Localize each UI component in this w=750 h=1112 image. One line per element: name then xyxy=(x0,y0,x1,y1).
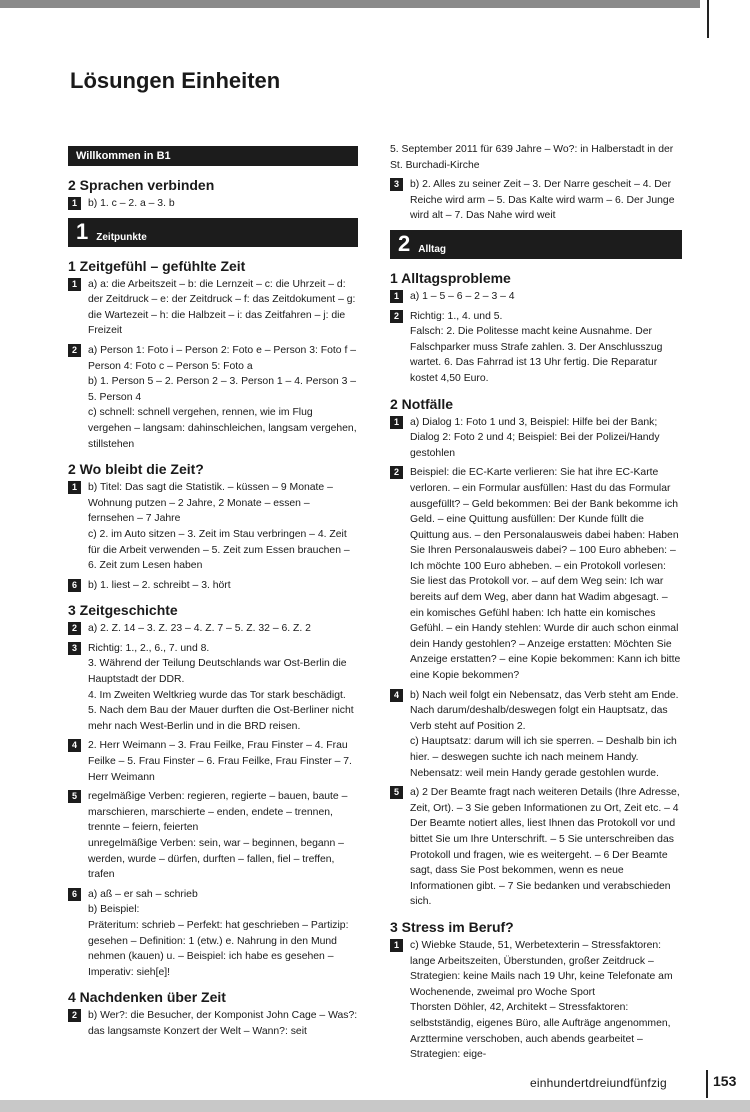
exercise-item xyxy=(68,887,358,981)
section xyxy=(390,269,682,387)
exercise-list xyxy=(390,177,682,224)
bottom-bar xyxy=(0,1100,750,1112)
exercise-number-badge: 5 xyxy=(390,786,403,799)
section xyxy=(68,988,358,1039)
exercise-answer: a) 2 Der Beamte fragt nach weiteren Details (Ihre Adresse, Zeit, Ort). – 3 Sie geben Informationen zu Ort, Zeit etc. – 4 Der Beamte notiert alles, liest Ihnen das Protokoll vor und bittet Sie um Ihre Unterschrift. – 5 Sie unterschreiben das Protokoll und fragen, wie es weitergeht. – 6 Der Beamte sagt, dass Sie Post bekommen, wenn es neue Informationen gibt. – 7 Sie bedanken und verabschieden sich. xyxy=(410,787,680,908)
exercise-answer: Richtig: 1., 2., 6., 7. und 8. 3. Während der Teilung Deutschlands war Ost-Berlin die Hauptstadt der DDR. 4. Im Zweiten Weltkrieg wurde das Tor stark beschädigt. 5. Nach dem Bau der Mauer durften die Ost-Berliner nicht mehr nach West-Berlin und in die BRD reisen. xyxy=(88,642,354,732)
section-heading: 2 Wo bleibt die Zeit? xyxy=(68,461,204,478)
exercise-answer: 2. Herr Weimann – 3. Frau Feilke, Frau Finster – 4. Frau Feilke – 5. Frau Finster – 6. Frau Feilke, Frau Finster – 7. Herr Weimann xyxy=(88,740,352,783)
exercise-number-badge: 5 xyxy=(68,790,81,803)
unit-number: 2 xyxy=(398,230,411,256)
exercise-answer: a) a: die Arbeitszeit – b: die Lernzeit – c: die Uhrzeit – d: der Zeitdruck – e: der Zeitdruck – f: das Zeitdokument – g: die Wartezeit – h: die Halbzeit – i: das Zeitfahren – j: die Freizeit xyxy=(88,278,356,337)
exercise-item xyxy=(390,309,682,387)
section-heading: 4 Nachdenken über Zeit xyxy=(68,989,226,1006)
exercise-item xyxy=(68,1008,358,1039)
exercise-number-badge: 1 xyxy=(68,278,81,291)
footer-divider xyxy=(706,1070,708,1098)
exercise-number-badge: 2 xyxy=(68,344,81,357)
section xyxy=(68,601,358,980)
top-bar-divider xyxy=(707,0,709,38)
exercise-answer: a) Dialog 1: Foto 1 und 3, Beispiel: Hilfe bei der Bank; Dialog 2: Foto 2 und 4; Beispiel: Bei der Polizei/Handy gestohlen xyxy=(410,416,660,459)
exercise-answer: Beispiel: die EC-Karte verlieren: Sie hat ihre EC-Karte verloren. – ein Formular ausfüllen: Hast du das Formular ausgefüllt? – Geld bekommen: Bei der Bank bekomme ich Geld. – eine Quittung ausfüllen: Der Kunde füllt die Quittung aus. – den Personalausweis dabei haben: Haben Sie Ihren Personalausweis dabei? – 100 Euro abheben: – Ich möchte 100 Euro abheben. – ein Protokoll vorlesen: Sie liest das Protokoll vor. – auf dem Weg sein: Ich war bereits auf dem Weg, aber dann hat Wadim abgesagt. – ein komisches Gefühl haben: Ich hatte ein komisches Gefühl. – ein Handy stehlen: Wurde dir auch schon einmal dein Handy gestohlen? – Anzeige erstatten: Möchten Sie Anzeige erstatten? – eine Kopie bekommen: Kann ich bitte eine Kopie bekommen? xyxy=(410,467,681,682)
exercise-number-badge: 1 xyxy=(68,197,81,210)
left-column xyxy=(68,140,358,1044)
section-heading: 1 Alltagsprobleme xyxy=(390,269,511,286)
page-number: 153 xyxy=(713,1073,737,1089)
unit-name: Alltag xyxy=(418,243,447,255)
top-bar xyxy=(0,0,700,8)
exercise-item xyxy=(390,785,682,910)
exercise-number-badge: 4 xyxy=(390,689,403,702)
exercise-number-badge: 4 xyxy=(68,739,81,752)
exercise-item xyxy=(68,641,358,735)
exercise-item xyxy=(68,343,358,452)
exercise-answer: a) 1 – 5 – 6 – 2 – 3 – 4 xyxy=(410,290,515,302)
section-heading: 3 Stress im Beruf? xyxy=(390,918,514,935)
exercise-number-badge: 6 xyxy=(68,888,81,901)
exercise-item xyxy=(68,480,358,574)
section xyxy=(68,176,358,212)
exercise-answer: b) 2. Alles zu seiner Zeit – 3. Der Narre gescheit – 4. Der Reiche wird arm – 5. Das Kalte wird warm – 6. Der Junge wird alt – 7. Das Nahe wird weit xyxy=(410,179,675,222)
exercise-item xyxy=(390,688,682,782)
exercise-item xyxy=(68,789,358,883)
exercise-answer: b) 1. liest – 2. schreibt – 3. hört xyxy=(88,579,231,591)
unit-number: 1 xyxy=(76,218,89,244)
exercise-number-badge: 2 xyxy=(68,622,81,635)
exercise-item xyxy=(390,938,682,1063)
exercise-number-badge: 2 xyxy=(390,310,403,323)
exercise-item xyxy=(390,415,682,462)
exercise-item xyxy=(68,621,358,637)
exercise-item xyxy=(390,177,682,224)
exercise-answer: b) 1. c – 2. a – 3. b xyxy=(88,198,175,209)
section xyxy=(390,918,682,1063)
right-column xyxy=(390,142,682,1067)
exercise-item xyxy=(68,738,358,785)
exercise-answer: b) Nach weil folgt ein Nebensatz, das Verb steht am Ende. Nach darum/deshalb/deswegen folgt ein Hauptsatz, das Verb steht auf Position 2. c) Hauptsatz: darum will ich sie sperren. – Deshalb bin ich hier. – deswegen suchte ich nach meinem Handy. Nebensatz: weil mein Handy gerade gestohlen wurde. xyxy=(410,689,679,779)
exercise-number-badge: 3 xyxy=(68,642,81,655)
exercise-item xyxy=(68,578,358,594)
exercise-answer: regelmäßige Verben: regieren, regierte – bauen, baute – marschieren, marschierte – enden, endete – trennen, trennte – feiern, feierten unregelmäßige Verben: sein, war – beginnen, begann – werden, wurde – dürfen, durften – fallen, fiel – treffen, trafen xyxy=(88,791,348,881)
exercise-item xyxy=(68,277,358,339)
unit-bar-2 xyxy=(390,230,682,259)
exercise-answer: c) Wiebke Staude, 51, Werbetexterin – Stressfaktoren: lange Arbeitszeiten, Überstunden, großer Zeitdruck – Strategien: keine Mails nach 19 Uhr, keine Telefonate am Wochenende, zweimal pro Woche Sport Thorsten Döhler, 42, Architekt – Stressfaktoren: selbstständig, eigenes Büro, alle Aufträge angenommen, Arzttermine verschoben, auch abends gearbeitet – Strategien: eige- xyxy=(410,939,673,1061)
unit-name: Zeitpunkte xyxy=(96,231,147,243)
exercise-number-badge: 2 xyxy=(68,1009,81,1022)
unit-bar-1 xyxy=(68,218,358,247)
exercise-item xyxy=(390,465,682,683)
section-heading: 2 Sprachen verbinden xyxy=(68,177,215,193)
exercise-answer: b) Wer?: die Besucher, der Komponist John Cage – Was?: das langsamste Konzert der Welt – Wann?: seit xyxy=(88,1010,358,1037)
exercise-number-badge: 3 xyxy=(390,178,403,191)
section xyxy=(68,460,358,593)
page-title: Lösungen Einheiten xyxy=(70,68,281,93)
exercise-number-badge: 1 xyxy=(390,290,403,303)
section xyxy=(68,257,358,453)
section-heading: 3 Zeitgeschichte xyxy=(68,602,178,619)
section-heading: 1 Zeitgefühl – gefühlte Zeit xyxy=(68,257,246,274)
section xyxy=(390,395,682,910)
section-heading: 2 Notfälle xyxy=(390,395,454,412)
exercise-answer: b) Titel: Das sagt die Statistik. – küssen – 9 Monate – Wohnung putzen – 2 Jahre, 2 Monate – essen – fernsehen – 7 Jahre c) 2. im Auto sitzen – 3. Zeit im Stau verbringen – 4. Zeit für die Arbeit verwenden – 5. Zeit zum Essen brauchen – 6. Zeit zum Lesen haben xyxy=(88,482,350,572)
exercise-number-badge: 6 xyxy=(68,579,81,592)
section-bar-welcome: Willkommen in B1 xyxy=(68,146,358,166)
continued-text: 5. September 2011 für 639 Jahre – Wo?: in Halberstadt in der St. Burchadi-Kirche xyxy=(390,144,674,171)
exercise-answer: a) 2. Z. 14 – 3. Z. 23 – 4. Z. 7 – 5. Z. 32 – 6. Z. 2 xyxy=(88,623,311,635)
exercise-number-badge: 1 xyxy=(390,416,403,429)
exercise-number-badge: 1 xyxy=(390,939,403,952)
exercise-answer: Richtig: 1., 4. und 5. Falsch: 2. Die Politesse macht keine Ausnahme. Der Falschparker muss Strafe zahlen. 3. Der Anschlusszug wartet. 6. Das Fahrrad ist 13 Uhr fertig. Die Reparatur kostet 4,50 Euro. xyxy=(410,310,663,384)
exercise-answer: a) aß – er sah – schrieb b) Beispiel: Präteritum: schrieb – Perfekt: hat geschrieben – Partizip: gesehen – Definition: 1 (etw.) e. Nahrung in den Mund nehmen (kauen) u. – Beispiel: ich habe es gesehen – Imperativ: sieh[e]! xyxy=(88,888,349,978)
footer-page-word: einhundertdreiundfünfzig xyxy=(530,1076,667,1090)
exercise-number-badge: 2 xyxy=(390,466,403,479)
exercise-item xyxy=(68,196,358,212)
exercise-number-badge: 1 xyxy=(68,481,81,494)
exercise-answer: a) Person 1: Foto i – Person 2: Foto e – Person 3: Foto f – Person 4: Foto c – Person 5: Foto a b) 1. Person 5 – 2. Person 2 – 3. Person 1 – 4. Person 3 – 5. Person 4 c) schnell: schnell vergehen, rennen, wie im Flug vergehen – langsam: dahinschleichen, langsam vergehen, stillstehen xyxy=(88,344,357,450)
exercise-item xyxy=(390,289,682,305)
